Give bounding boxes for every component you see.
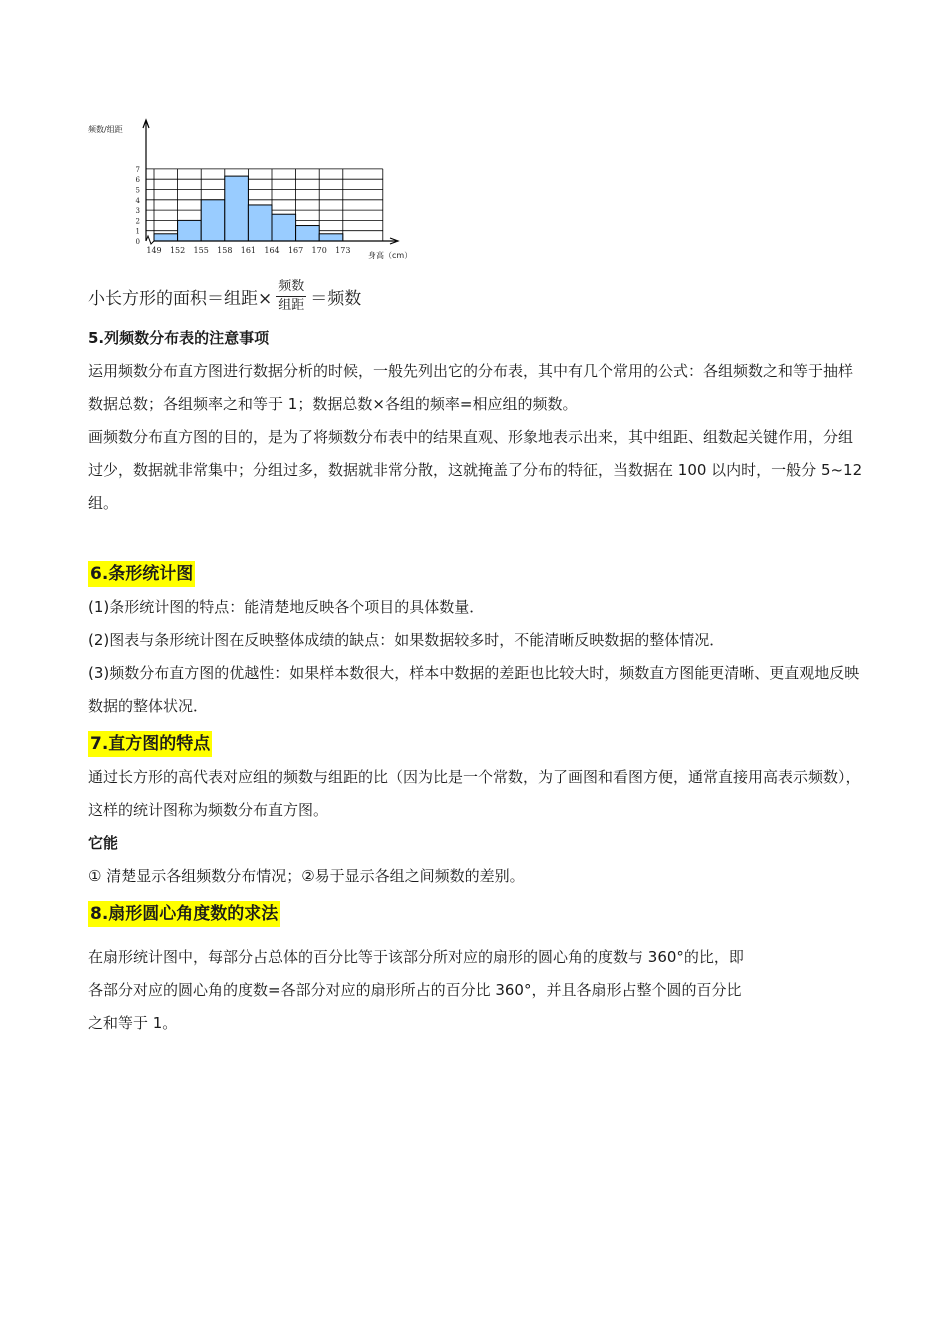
- section-7: [88, 728, 864, 893]
- y-tick-label: 7: [135, 165, 140, 174]
- histogram-bar: [225, 176, 249, 241]
- x-tick-label: 167: [287, 246, 304, 255]
- section-6-item-2: (2)图表与条形统计图在反映整体成绩的缺点：如果数据较多时，不能清晰反映数据的整体情况．: [88, 631, 725, 649]
- frequency-histogram: [84, 116, 414, 264]
- histogram-bar: [248, 205, 272, 241]
- formula-rhs: ＝频数: [310, 288, 362, 309]
- y-tick-label: 2: [135, 217, 140, 226]
- histogram-bar: [201, 200, 225, 241]
- x-axis-break: [146, 236, 154, 244]
- y-tick-label: 4: [135, 196, 140, 205]
- histogram-bar: [154, 234, 178, 241]
- section-8-title: 8.扇形圆心角度数的求法: [88, 901, 280, 927]
- y-tick-label: 1: [135, 227, 140, 236]
- histogram-y-label: 频数/组距: [88, 125, 123, 134]
- formula-denominator: 组距: [278, 297, 305, 313]
- x-tick-label: 149: [146, 246, 162, 255]
- section-5: [88, 322, 864, 520]
- y-tick-label: 0: [135, 238, 140, 246]
- section-7-paragraph-2: ① 清楚显示各组频数分布情况；②易于显示各组之间频数的差别。: [88, 867, 525, 885]
- section-7-title: 7.直方图的特点: [88, 731, 212, 757]
- section-7-subtitle: 它能: [88, 834, 119, 852]
- section-6-title: 6.条形统计图: [88, 561, 195, 587]
- x-tick-label: 161: [240, 246, 257, 255]
- histogram-bars: [154, 176, 343, 241]
- formula-lhs: 小长方形的面积＝组距×: [88, 288, 273, 309]
- y-tick-label: 3: [135, 207, 140, 216]
- histogram-x-label: 身高（cm）: [368, 251, 413, 260]
- section-6-item-1: (1)条形统计图的特点：能清楚地反映各个项目的具体数量．: [88, 598, 485, 616]
- histogram-x-ticks: [146, 246, 350, 255]
- section-5-title: 5.列频数分布表的注意事项: [88, 329, 270, 347]
- section-8-paragraph-1: 在扇形统计图中，每部分占总体的百分比等于该部分所对应的扇形的圆心角的度数与 360°的比，即各部分对应的圆心角的度数=各部分对应的扇形所占的百分比 360°，并且各扇形占整个圆的百分比之和等于 1。: [88, 948, 744, 1032]
- histogram-bar: [296, 226, 320, 241]
- histogram-bar: [178, 220, 202, 241]
- area-formula: [88, 274, 361, 318]
- histogram-bar: [272, 214, 296, 241]
- x-tick-label: 164: [264, 246, 280, 255]
- x-tick-label: 152: [169, 246, 186, 255]
- histogram-bar: [319, 234, 343, 241]
- section-6-item-3: (3)频数分布直方图的优越性：如果样本数很大，样本中数据的差距也比较大时，频数直方图能更清晰、更直观地反映数据的整体状况．: [88, 664, 860, 715]
- y-tick-label: 6: [135, 176, 140, 185]
- y-tick-label: 5: [135, 186, 140, 195]
- x-tick-label: 155: [193, 246, 209, 255]
- section-7-paragraph-1: 通过长方形的高代表对应组的频数与组距的比（因为比是一个常数，为了画图和看图方便，通常直接用高表示频数），这样的统计图称为频数分布直方图。: [88, 768, 861, 819]
- section-8: [88, 898, 864, 1040]
- section-6: [88, 558, 864, 723]
- formula-fraction: [276, 278, 306, 315]
- histogram-y-ticks: [136, 166, 141, 246]
- x-tick-label: 170: [311, 246, 327, 255]
- section-5-paragraph-1: 运用频数分布直方图进行数据分析的时候，一般先列出它的分布表，其中有几个常用的公式：各组频数之和等于抽样数据总数；各组频率之和等于 1；数据总数×各组的频率=相应组的频数。: [88, 362, 854, 413]
- x-tick-label: 173: [335, 246, 351, 255]
- section-5-paragraph-2: 画频数分布直方图的目的，是为了将频数分布表中的结果直观、形象地表示出来，其中组距、组数起关键作用，分组过少，数据就非常集中；分组过多，数据就非常分散，这就掩盖了分布的特征，当数据在 100 以内时，一般分 5~12 组。: [88, 428, 863, 512]
- x-tick-label: 158: [217, 246, 233, 255]
- formula-numerator: 频数: [276, 278, 306, 297]
